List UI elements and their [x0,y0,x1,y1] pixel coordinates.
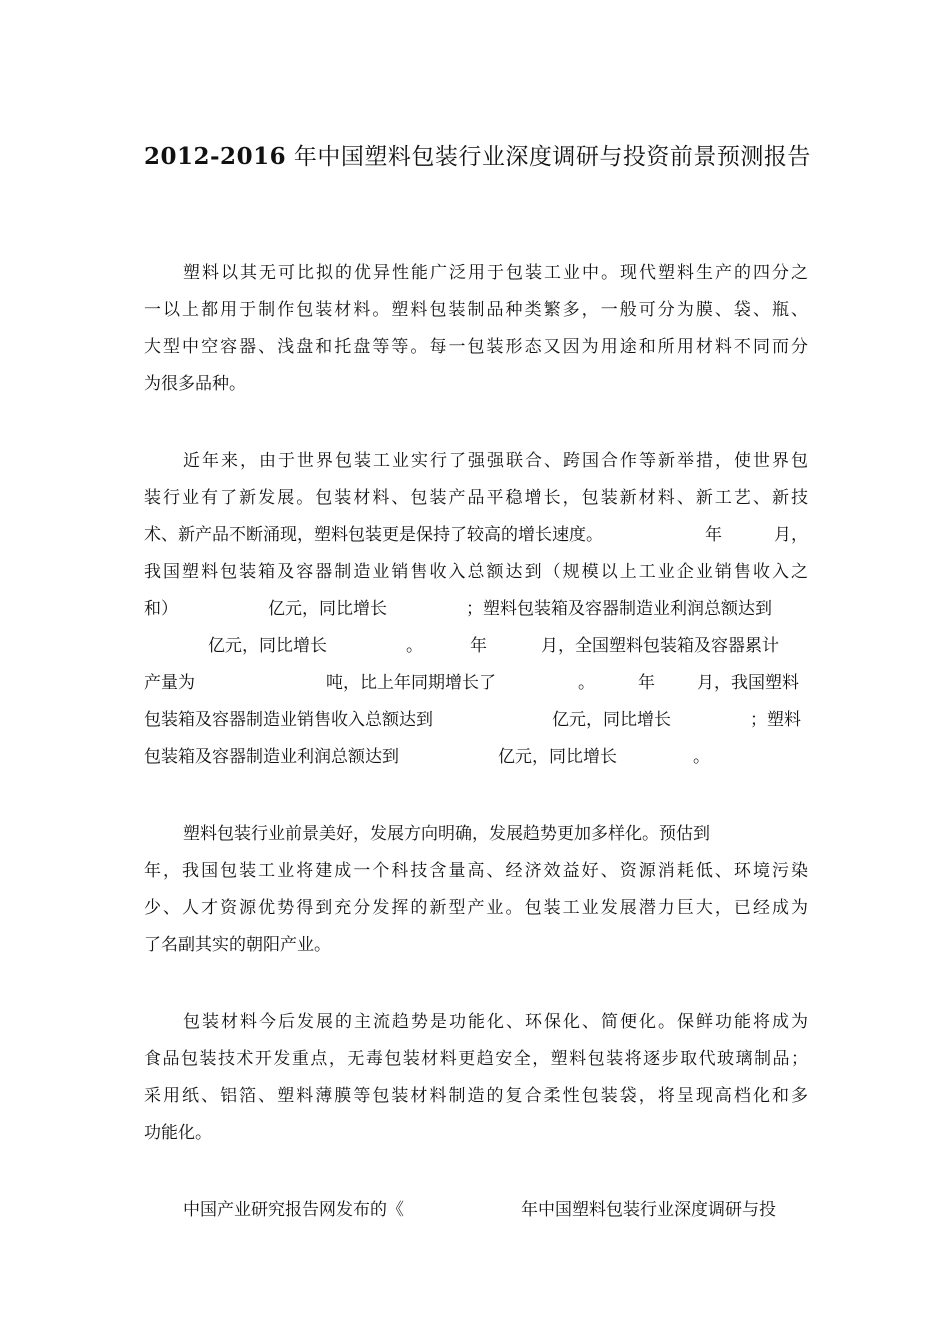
p2-l5-seg-a: 和） [144,599,178,619]
p2-l7-seg-e: 月，我国塑料 [697,673,799,693]
p2-l9-seg-b: 亿元，同比增长 [498,747,617,767]
paragraph-2-line-2: 装行业有了新发展。包装材料、包装产品平稳增长，包装新材料、新工艺、新技 [144,488,808,508]
paragraph-2-line-8 [144,707,808,733]
paragraph-4-line-4: 功能化。 [144,1123,212,1143]
document-title [144,136,814,178]
p2-l6-seg-a: 亿元，同比增长 [208,636,327,656]
paragraph-2-line-6 [144,633,808,659]
p2-l7-seg-d: 年 [638,673,655,693]
p2-l9-seg-a: 包装箱及容器制造业利润总额达到 [144,747,399,767]
paragraph-3-line-2: 年，我国包装工业将建成一个科技含量高、经济效益好、资源消耗低、环境污染 [144,861,808,881]
p2-l9-seg-c: 。 [693,747,710,767]
p2-l5-seg-b: 亿元，同比增长 [268,599,387,619]
p2-l6-seg-b: 。 [406,636,423,656]
p2-l7-seg-c: 。 [578,673,595,693]
paragraph-1-line-2: 一以上都用于制作包装材料。塑料包装制品种类繁多，一般可分为膜、袋、瓶、 [144,300,808,320]
paragraph-2-line-7 [144,670,808,696]
paragraph-3-line-3: 少、人才资源优势得到充分发挥的新型产业。包装工业发展潜力巨大，已经成为 [144,898,808,918]
paragraph-1-line-4: 为很多品种。 [144,374,246,394]
p2-l7-seg-b: 吨，比上年同期增长了 [326,673,496,693]
p2-l8-seg-b: 亿元，同比增长 [552,710,671,730]
p2-l8-seg-c: ；塑料 [750,710,801,730]
paragraph-3-line-4: 了名副其实的朝阳产业。 [144,935,331,955]
p2-l7-seg-a: 产量为 [144,673,195,693]
paragraph-4-line-2: 食品包装技术开发重点，无毒包装材料更趋安全，塑料包装将逐步取代玻璃制品； [144,1049,808,1069]
p2-l8-seg-a: 包装箱及容器制造业销售收入总额达到 [144,710,433,730]
p2-l3-seg-c: 月， [774,525,808,545]
paragraph-4-line-1: 包装材料今后发展的主流趋势是功能化、环保化、简便化。保鲜功能将成为 [183,1012,808,1032]
title-year-range: 2012-2016 [144,143,287,170]
paragraph-5-line-1 [183,1197,808,1223]
paragraph-3-line-1: 塑料包装行业前景美好，发展方向明确，发展趋势更加多样化。预估到 [183,824,710,844]
paragraph-2-line-3 [144,522,808,548]
paragraph-1-line-1: 塑料以其无可比拟的优异性能广泛用于包装工业中。现代塑料生产的四分之 [183,263,808,283]
paragraph-2-line-9 [144,744,808,770]
paragraph-2-line-4: 我国塑料包装箱及容器制造业销售收入总额达到（规模以上工业企业销售收入之 [144,562,808,582]
paragraph-2-line-1: 近年来，由于世界包装工业实行了强强联合、跨国合作等新举措，使世界包 [183,451,808,471]
paragraph-1-line-3: 大型中空容器、浅盘和托盘等等。每一包装形态又因为用途和所用材料不同而分 [144,337,808,357]
p2-l6-seg-c: 年 [470,636,487,656]
p2-l3-seg-a: 术、新产品不断涌现，塑料包装更是保持了较高的增长速度。 [144,525,603,545]
p2-l3-seg-b: 年 [705,525,722,545]
paragraph-2-line-5 [144,596,808,622]
p2-l6-seg-d: 月，全国塑料包装箱及容器累计 [541,636,779,656]
p5-l1-seg-a: 中国产业研究报告网发布的《 [183,1200,404,1220]
p5-l1-seg-b: 年中国塑料包装行业深度调研与投 [521,1200,776,1220]
title-text: 年中国塑料包装行业深度调研与投资前景预测报告 [293,144,811,170]
paragraph-4-line-3: 采用纸、铝箔、塑料薄膜等包装材料制造的复合柔性包装袋，将呈现高档化和多 [144,1086,808,1106]
p2-l5-seg-c: ；塑料包装箱及容器制造业利润总额达到 [466,599,772,619]
